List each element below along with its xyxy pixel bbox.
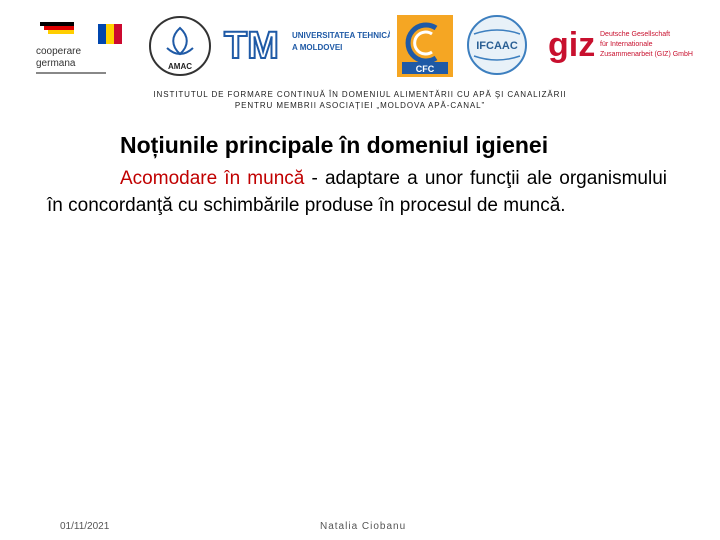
utm-line2: A MOLDOVEI bbox=[292, 43, 343, 52]
ifcaac-text: IFCAAC bbox=[476, 40, 518, 52]
giz-line1: Deutsche Gesellschaft bbox=[600, 31, 671, 38]
ifcaac-logo bbox=[466, 12, 528, 78]
germana-text: germana bbox=[36, 58, 76, 69]
giz-line2: für Internationale bbox=[600, 41, 653, 48]
footer-date: 01/11/2021 bbox=[60, 521, 110, 532]
utm-line1: UNIVERSITATEA TEHNICĂ bbox=[292, 31, 390, 40]
amac-logo bbox=[145, 14, 215, 78]
utm-mark: TM bbox=[224, 25, 279, 66]
institute-header-line2: PENTRU MEMBRII ASOCIAȚIEI „MOLDOVA APĂ-CANAL” bbox=[234, 101, 486, 110]
definition-paragraph bbox=[47, 165, 667, 219]
institute-header-line1: INSTITUTUL DE FORMARE CONTINUĂ ÎN DOMENIUL ALIMENTĂRII CU APĂ ŞI CANALIZĂRII bbox=[153, 90, 567, 99]
cooperare-germana-logo bbox=[28, 16, 128, 78]
term-highlight: Acomodare în muncă bbox=[120, 168, 305, 189]
giz-line3: Zusammenarbeit (GIZ) GmbH bbox=[600, 51, 693, 58]
giz-logo bbox=[548, 24, 708, 64]
amac-text: AMAC bbox=[168, 62, 192, 71]
cfc-logo bbox=[396, 14, 454, 78]
logo-bar bbox=[0, 0, 720, 90]
utm-logo bbox=[222, 20, 390, 66]
giz-mark: giz bbox=[548, 26, 596, 64]
definition-text: - adaptare a unor funcţii ale organismului în concordanţă cu schimbările produse în procesul de muncă. bbox=[47, 168, 668, 216]
footer-author: Natalia Ciobanu bbox=[320, 521, 407, 532]
cooperare-text: cooperare bbox=[36, 46, 82, 57]
cfc-text: CFC bbox=[415, 64, 435, 74]
slide-title: Noțiunile principale în domeniul igienei bbox=[120, 132, 549, 158]
